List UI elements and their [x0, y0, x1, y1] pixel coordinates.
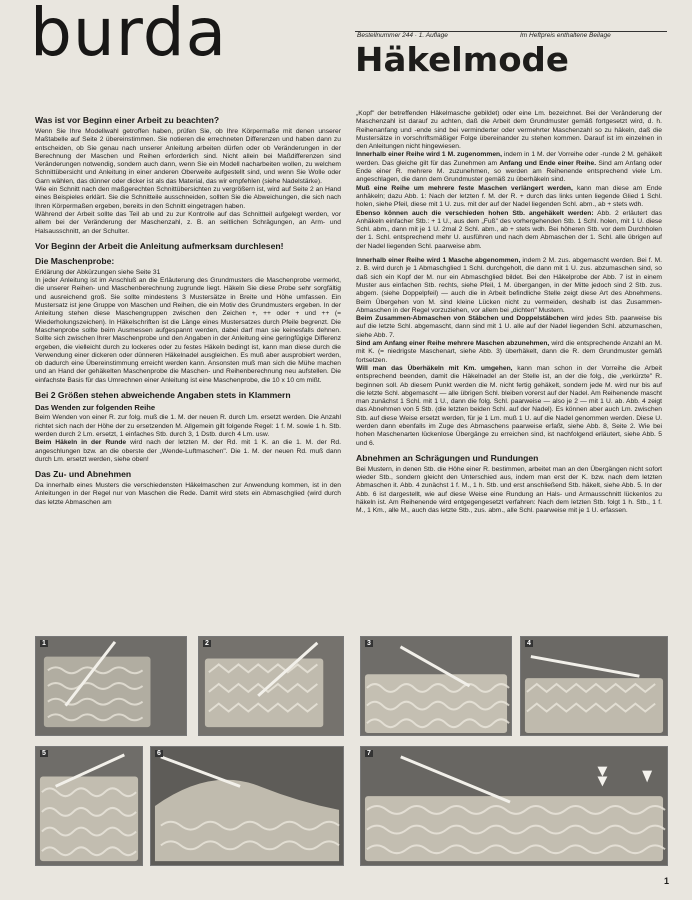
- crochet-photo-icon: [36, 747, 142, 865]
- figure-photo-7: [360, 746, 668, 866]
- paragraph: Wenn Sie Ihre Modellwahl getroffen haben, prüfen Sie, ob Ihre Körpermaße mit denen unserer Maßtabelle auf Seite 2 übereinstimmen. Sie notieren die errechneten Differenzen und haben dann zu entscheiden, ob Sie genau nach unserer Anleitung arbeiten dürfen oder ob Veränderungen in der Berechnung der Maschen und Reihen erforderlich sind. Nicht allein bei Maßdifferenzen sind Veränderungen notwendig, sondern auch dann, wenn Sie ein Modell nacharbeiten wollen, zu welchem Schnittübersicht und Anleitung in einer anderen Oberweite aufgestellt sind, und wenn Sie Wolle oder Garn wählen, das dünner oder dicker ist als das Material, das wir empfehlen (siehe Nadelstärke).: [35, 128, 341, 185]
- bold-lead: Anfang und Ende einer Reihe.: [499, 159, 597, 167]
- paragraph-text: indem in 1 M. der Vorreihe oder -runde 2 M. gehäkelt werden. Das gleiche gilt für das Zunehmen am: [356, 151, 663, 167]
- figure-photo-2: [198, 636, 344, 736]
- figure-photo-3: [360, 636, 512, 736]
- page-number: 1: [664, 876, 670, 886]
- heading-gauge: Die Maschenprobe:: [35, 255, 115, 266]
- paragraph: [356, 257, 662, 315]
- crochet-photo-icon: [151, 747, 343, 865]
- figure-number: 6: [157, 750, 161, 757]
- paragraph: Wie ein Schnitt nach den maßgerechten Schnittübersichten zu vergrößern ist, wird auf Seite 2 an Hand eines Beispieles erklärt. Sie die Schnitteile ausschneiden, sollten Sie die Abweichungen, die sich nach Ihren Körpermaßen ergeben, bereits in den Schnitt eingetragen haben.: [35, 186, 341, 210]
- figure-number: 2: [205, 640, 209, 647]
- figure-photo-6: [150, 746, 344, 866]
- figure-number: 4: [527, 640, 531, 647]
- paragraph: „Kopf" der betreffenden Häkelmasche gebildet) oder eine Lm. bezeichnet. Bei der Veränderung der Maschenzahl ist darauf zu achten, daß die Arbeit dem Grundmuster gemäß fortgesetzt wird, d. h. Reihenanfang und -ende sind bei verminderter oder vermehrter Maschenzahl so zu häkeln, daß die Mustersätze in vorschriftsmäßiger Folge übereinander zu stehen kommen. Darauf ist im einzelnen in den Anleitungen nicht hingewiesen.: [356, 110, 662, 151]
- paragraph: [356, 210, 662, 251]
- paragraph: [356, 315, 662, 340]
- bold-lead: Will man das Überhäkeln mit Km. umgehen,: [356, 364, 513, 372]
- paragraph: In jeder Anleitung ist im Anschluß an die Erläuterung des Grundmusters die Maschenprobe vermerkt, die unserer Reihen- und Maschenberechnung zugrunde liegt. Häkeln Sie diese Probe sehr sorgfältig und ausreichend groß. Sie sollte mindestens 3 Mustersätze in Breite und Höhe umfassen. Ein Mustersatz ist jene Gruppe von Maschen und Reihen, die ein Motiv des Grundmusters ergeben. In der Anleitung stehen diese Maschengruppen zwischen den Zeichen +, ++ oder + und ++ (= Wiederholungszeichen). In Häkelschriften ist die Länge eines Mustersatzes durch Pfeile begrenzt. Die Maschenprobe sollte beim Ausmessen aufgespannt werden, dabei darf man sie keinesfalls dehnen. Sollte sich zwischen Ihrer Maschenprobe und den Angaben in der Anleitung eine geringfügige Differenz ergeben, die vielleicht durch zu lockeres oder zu festes Häkeln bedingt ist, kann man diese durch die Verwendung einer dickeren oder dünneren Häkelnadel ausgleichen. Es muß aber ausprobiert werden, ob dadurch eine Übereinstimmung erreicht werden kann. Ansonsten muß man sich die Mühe machen und an Hand der gehäkelten Maschenprobe die Maschen- und Reihenberechnung neu aufstellen. Die einfachste Basis für das Umrechnen einer Anleitung ist eine Maschenprobe, die 10 x 10 cm mißt.: [35, 277, 341, 384]
- paragraph: [356, 365, 662, 448]
- paragraph-text: kann man diese am Ende anhäkeln; dazu Abb. 1: Nach der letzten f. M. der R. + durch das links unten liegende Glied 1 Schl. holen, siehe Pfeil, diese mit 1 U. zus. mit der auf der Nadel liegenden Schl. abm., ab + stets wdh.: [356, 184, 662, 209]
- crochet-photo-icon: [36, 637, 186, 735]
- crochet-photo-icon: [361, 747, 667, 865]
- heading-increase-decrease: Das Zu- und Abnehmen: [35, 469, 132, 480]
- figure-photo-4: [520, 636, 668, 736]
- left-column: [35, 110, 341, 507]
- figure-number: 5: [42, 750, 46, 757]
- paragraph: [356, 185, 662, 210]
- figure-photo-5: [35, 746, 143, 866]
- heading-two-sizes: Bei 2 Größen stehen abweichende Angaben stets in Klammern: [35, 390, 291, 401]
- paragraph: [356, 340, 662, 365]
- paragraph: Da innerhalb eines Musters die verschiedensten Häkelmaschen zur Anwendung kommen, ist in den Anleitungen in der Regel nur von Maschen die Rede. Damit wird stets ein Abmaschglied (wird durch das letzte Abmaschen am: [35, 482, 341, 506]
- figure-number: 7: [367, 750, 371, 757]
- paragraph-text: wird jedes Stb. paarweise bis auf die letzte Schl. abgemascht, dann sind mit 1 U. alle auf der Nadel liegenden Schl. abzumaschen, siehe Abb. 7.: [356, 315, 662, 339]
- paragraph: [35, 439, 341, 464]
- right-column: [356, 110, 662, 516]
- insert-note: Im Heftpreis enthaltene Beilage: [520, 32, 611, 39]
- crochet-photo-icon: [199, 637, 343, 735]
- paragraph-text: kann man schon in der Vorreihe die Arbeit entsprechend beenden, damit die Häkelnadel an der Stelle ist, an der die folg., die „verkürzte" R. beginnen soll. Ab diesem Punkt werden die M. nicht fertig gehäkelt, sondern jede M. wird nur bis auf die letzte Schl. abgemascht — alle übrigen Schl. bleiben vorerst auf der Nadel. Am Reihenende mascht man zunächst 1 Schl. mit 1 U., dann die folg. Schl. paarweise — also je 2 — mit 1 U. ab. Abb. 4 zeigt das Abnehmen von 5 Stb. (die letzten beiden Schl. auf der Nadel). Es können aber auch Lm. zwischen Stb. auf diese Weise ersetzt werden, für je 1 Lm. muß 1 U. auf die Nadel genommen werden. Diese U. werden dann ebenfalls im Zuge des Abmaschens paarweise erfaßt, siehe Abb. 8, Seite 2. Wie bei hohen Maschenarten lückenlose Übergänge zu erreichen sind, ist nachfolgend erläutert, siehe Abb. 5 und 6.: [356, 364, 662, 447]
- heading-slopes-curves: Abnehmen an Schrägungen und Rundungen: [356, 452, 539, 463]
- figure-number: 3: [367, 640, 371, 647]
- paragraph-text: indem 2 M. zus. abgemascht werden. Bei f. M. z. B. wird durch je 1 Abmaschglied 1 Schl. durchgeholt, die dann mit 1 U. zus. abzumaschen sind, so daß sich ein Kopf der M. nur ein Abmaschglied bildet. Bei den Häkelprobe der Abb. 7 ist in einem Muster aus einfachen Stb. rechts, siehe Pfeil, 1 M. übergangen, in der Mitte jedoch sind 2 Stb. zus. abgem. (siehe Doppelpfeil) — auch die in Arbeit befindliche Stelle zeigt diese Art des Abnehmens. Beim Übergehen von M. sind kleine Lücken nicht zu vermeiden, deshalb ist das Zusammen-Abmaschen in der Regel vorzuziehen, vor allem bei „dichten" Mustern.: [356, 257, 662, 314]
- paragraph-text: wird nach der letzten M. der Rd. mit 1 K. an die 1. M. der Rd. angeschlungen bzw. an die oberste der „Wende-Luftmaschen". Die 1. M. der neuen Rd. muß dann durch Lm. ersetzt werden, siehe oben!: [35, 439, 341, 463]
- order-number: Bestellnummer 244 · 1. Auflage: [357, 32, 448, 39]
- burda-logo: burda: [30, 0, 228, 71]
- page-title: Häkelmode: [355, 40, 569, 79]
- bold-lead: Muß eine Reihe um mehrere feste Maschen verlängert werden,: [356, 184, 573, 192]
- figure-number: 1: [42, 640, 46, 647]
- bold-lead: Beim Zusammen-Abmaschen von Stäbchen und Doppelstäbchen: [356, 315, 569, 323]
- paragraph-text: wird die entsprechende Anzahl an M. mit K. (= niedrigste Maschenart, siehe Abb. 3) überhäkelt, dann die R. dem Grundmuster gemäß fortsetzen.: [356, 340, 662, 364]
- paragraph: Während der Arbeit sollte das Teil ab und zu zur Kontrolle auf das Schnittteil aufgelegt werden, vor allem bei der Veränderung der Maschenzahl, z. B. an seitlichen Schrägungen, an Arm- und Halsausschnitt, an der Schulter.: [35, 210, 341, 235]
- bold-lead: Innerhalb einer Reihe wird 1 M. zugenommen,: [356, 151, 502, 159]
- paragraph: Beim Wenden von einer R. zur folg. muß die 1. M. der neuen R. durch Lm. ersetzt werden. Die Anzahl richtet sich nach der Höhe der zu ersetzenden M. Allgemein gilt folgende Regel: 1 f. M. sowie 1 h. Stb. werden durch 2 Lm. ersetzt, 1 einfaches Stb. durch 3, 1 Dstb. durch 4 Lm. usw.: [35, 414, 341, 438]
- paragraph: [356, 151, 662, 184]
- paragraph: Erklärung der Abkürzungen siehe Seite 31: [35, 268, 161, 276]
- heading-before-start: Was ist vor Beginn einer Arbeit zu beachten?: [35, 115, 220, 125]
- crochet-photo-icon: [521, 637, 667, 735]
- figure-photo-1: [35, 636, 187, 736]
- paragraph-text: Sind am Anfang oder Ende einer R. mehrere M. zuzunehmen, so werden am Reihenende entsprechend viele Lm. angeschlagen, die dann dem Grundmuster gemäß zu überhäkeln sind.: [356, 159, 662, 184]
- paragraph-text: Abb. 2 erläutert das Anhäkeln einfacher Stb.: + 1 U., aus dem „Fuß" des vorhergehenden Stb. 1 Schl. holen, mit 1 U. diese Schl. abm., dann mit je 1 U. 2mal 2 Schl. abm., ab + stets wdh. Bei höheren Stb. vor dem Durchholen der 1. Schl. entsprechend mehr U. ausführen und nach dem Abmaschen der 1. Schl. alle übrigen auf der Nadel liegenden Schl. paarweise abm.: [356, 209, 662, 250]
- bold-lead: Ebenso können auch die verschieden hohen Stb. angehäkelt werden:: [356, 209, 594, 217]
- heading-turning: Das Wenden zur folgenden Reihe: [35, 403, 156, 413]
- heading-read-instructions: Vor Beginn der Arbeit die Anleitung aufmerksam durchlesen!: [35, 240, 284, 251]
- crochet-photo-icon: [361, 637, 511, 735]
- bold-lead: Sind am Anfang einer Reihe mehrere Maschen abzunehmen,: [356, 340, 550, 348]
- paragraph: Bei Mustern, in denen Stb. die Höhe einer R. bestimmen, arbeitet man an den Übergängen nicht sofort wieder Stb., sondern gleicht den Unterschied aus, indem man erst der K. bzw. nach dem letzten Abmaschen it. Abb. 4 zunächst 1 f. M., 1 h. Stb. und erst anschließend Stb. häkelt, siehe Abb. 5. In der Abb. 6 ist dargestellt, wie auf diese Weise eine Rundung an Hals- und Armausschnitt lückenlos zu häkeln ist. Am Reihenende wird entgegengesetzt verfahren: Nach dem letzten Stb. folgt 1 h. Stb., 1 f. M., 1 Km., alle M., auch das letzte Stb., zus. abm., alle Schl. paarweise mit je 1 U. erfassen.: [356, 465, 662, 515]
- bold-lead: Beim Häkeln in der Runde: [35, 439, 127, 447]
- bold-lead: Innerhalb einer Reihe wird 1 Masche abgenommen,: [356, 257, 521, 265]
